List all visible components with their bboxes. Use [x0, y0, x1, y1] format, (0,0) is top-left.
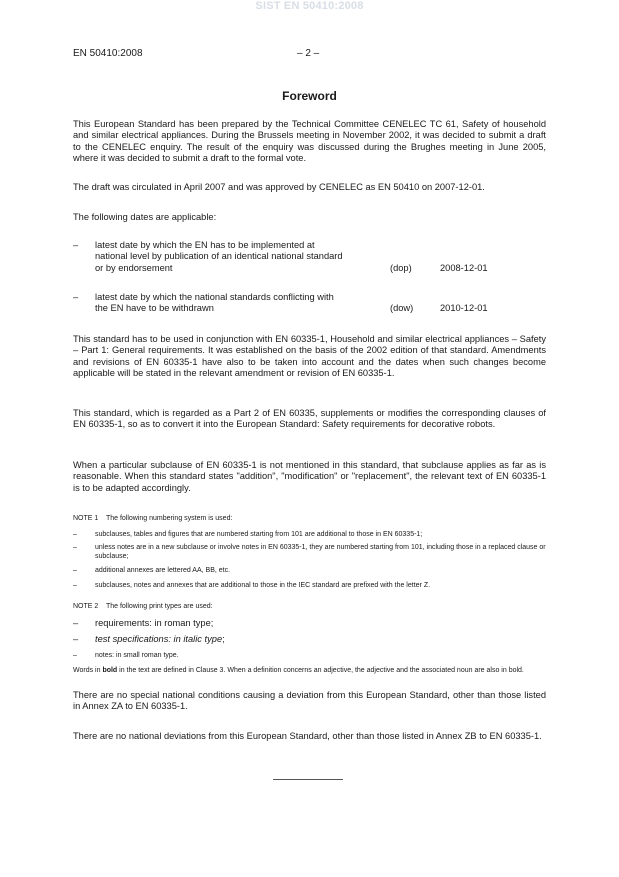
note-2-heading [73, 602, 213, 611]
list-dash: – [73, 652, 77, 659]
note-1-label: NOTE 1 [73, 515, 99, 522]
date-item-dow [73, 292, 553, 315]
list-dash: – [73, 531, 77, 538]
print-type-test-specifications [95, 634, 225, 645]
list-dash: – [73, 634, 79, 644]
note-1-item-text: subclauses, tables and figures that are numbered starting from 101 are additional to those in EN 60335-1; [95, 531, 423, 538]
bold-note-before: Words in [73, 667, 103, 674]
bold-word: bold [102, 667, 118, 674]
foreword-paragraph-5: This standard, which is regarded as a Part 2 of EN 60335, supplements or modifies the corresponding clauses of EN 60335-1, so as to convert it into the European Standard: Safety requirements for decorative robots. [73, 408, 546, 430]
list-dash: – [73, 544, 77, 551]
foreword-paragraph-1: This European Standard has been prepared by the Technical Committee CENELEC TC 61, Safety of household and similar electrical appliances. During the Brussels meeting in November 2002, it was decided to submit a draft to the CENELEC enquiry. The result of the enquiry was discussed during the Brughes meeting in June 2005, where it was decided to submit a draft to the formal vote. [73, 119, 546, 164]
date-abbreviation: (dop) [390, 263, 412, 273]
print-type-requirements: requirements: in roman type; [95, 618, 214, 628]
foreword-paragraph-2: The draft was circulated in April 2007 and was approved by CENELEC as EN 50410 on 2007-12-01. [73, 182, 485, 192]
note-1-heading [73, 514, 232, 523]
bold-note-after: in the text are defined in Clause 3. When a definition concerns an adjective, the adjective and the associated noun are also in bold. [117, 667, 524, 674]
list-dash: – [73, 567, 77, 574]
date-abbreviation: (dow) [390, 303, 414, 313]
note-2-label: NOTE 2 [73, 603, 99, 610]
date-value: 2008-12-01 [440, 263, 488, 273]
bold-words-note [73, 666, 548, 675]
list-dash: – [73, 292, 79, 302]
date-item-dop [73, 240, 553, 274]
note-1-intro: The following numbering system is used: [105, 515, 233, 522]
print-type-notes: notes: in small roman type. [95, 652, 179, 659]
list-dash: – [73, 618, 79, 628]
note-1-item-text: unless notes are in a new subclause or involve notes in EN 60335-1, they are numbered starting from 101, including those in a replaced clause or subclause; [95, 544, 546, 560]
foreword-paragraph-8: There are no national deviations from this European Standard, other than those listed in Annex ZB to EN 60335-1. [73, 731, 542, 741]
list-dash: – [73, 582, 77, 589]
date-value: 2010-12-01 [440, 303, 488, 313]
note-1-item-text: subclauses, notes and annexes that are additional to those in the IEC standard are prefixed with the letter Z. [95, 582, 431, 589]
list-dash: – [73, 240, 79, 250]
italic-text: test specifications: in italic type [95, 634, 223, 644]
foreword-paragraph-4: This standard has to be used in conjunction with EN 60335-1, Household and similar electrical appliances – Safety – Part 1: General requirements. It was established on the basis of the 2002 edition of that standard. Amendments and revisions of EN 60335-1 have also to be taken into account and the dates when such changes become applicable will be stated in the relevant amendment or revision of EN 60335-1. [73, 334, 546, 379]
note-1-item-text: additional annexes are lettered AA, BB, etc. [95, 567, 231, 574]
page-title: Foreword [282, 89, 337, 103]
punctuation: ; [222, 634, 225, 644]
page-number: – 2 – [297, 48, 320, 59]
foreword-paragraph-3: The following dates are applicable: [73, 212, 217, 222]
watermark: SIST EN 50410:2008 [255, 0, 364, 12]
document-id: EN 50410:2008 [73, 48, 143, 59]
date-description: latest date by which the EN has to be implemented at national level by publication of an identical national standard or by endorsement [95, 240, 343, 273]
foreword-paragraph-6: When a particular subclause of EN 60335-1 is not mentioned in this standard, that subclause applies as far as is reasonable. When this standard states "addition", "modification" or "replacement", the relevant text of EN 60335-1 is to be adapted accordingly. [73, 460, 546, 493]
note-2-intro: The following print types are used: [105, 603, 213, 610]
date-description: latest date by which the national standards conflicting with the EN have to be withdrawn [95, 292, 334, 314]
end-rule [273, 779, 343, 780]
foreword-paragraph-7: There are no special national conditions causing a deviation from this European Standard, other than those listed in Annex ZA to EN 60335-1. [73, 690, 546, 712]
